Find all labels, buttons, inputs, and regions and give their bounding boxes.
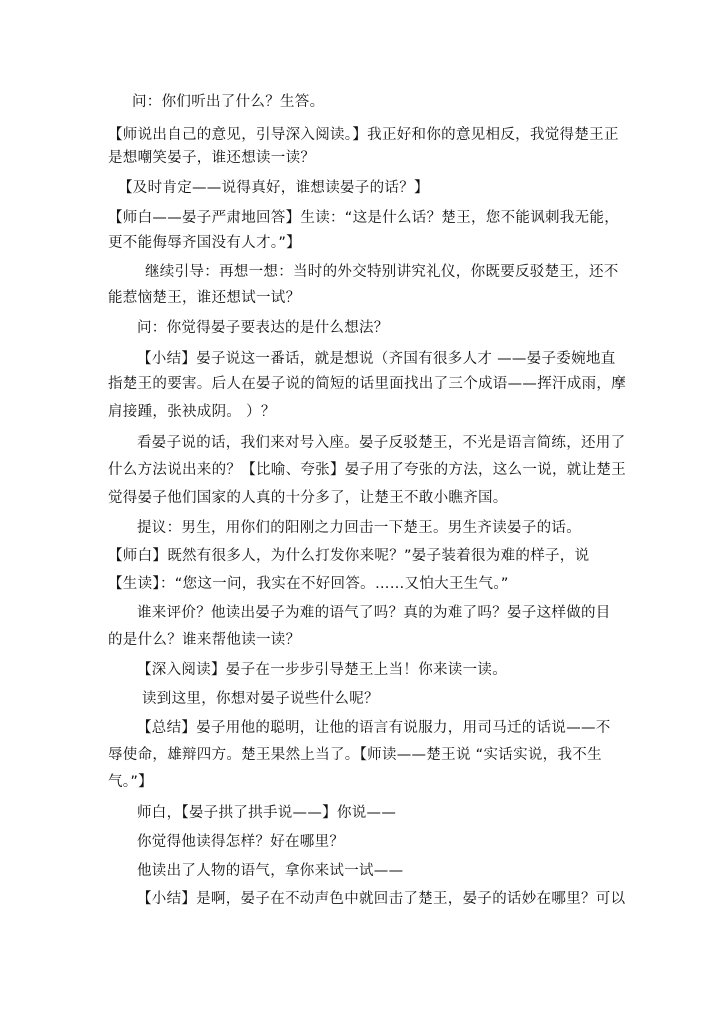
text-line: 问：你们听出了什么？生答。: [132, 94, 325, 110]
text-line: 【总结】晏子用他的聪明，让他的语言有说服力，用司马迁的话说——不: [137, 720, 611, 736]
text-line: 看晏子说的话，我们来对号入座。晏子反驳楚王，不光是语言简练，还用了: [137, 435, 626, 451]
text-line: 指楚王的要害。后人在晏子说的简短的话里面找出了三个成语——挥汗成雨，摩: [108, 376, 626, 392]
text-line: 辱使命，雄辩四方。楚王果然上当了。【师读——楚王说 “实话实说，我不生: [108, 747, 602, 763]
text-line: 【师白——晏子严肃地回答】生读：“这是什么话？楚王，您不能讽刺我无能，: [108, 210, 620, 226]
text-line: 是想嘲笑晏子，谁还想读一读？: [108, 150, 316, 166]
text-line: 更不能侮辱齐国没有人才。”】: [108, 235, 301, 251]
text-line: 【深入阅读】晏子在一步步引导楚王上当！你来读一读。: [137, 662, 507, 678]
text-line: 【师白】既然有很多人，为什么打发你来呢？”晏子装着很为难的样子，说: [108, 548, 590, 564]
text-line: 气。”】: [108, 774, 153, 790]
text-line: 问：你觉得晏子要表达的是什么想法？: [137, 320, 389, 336]
text-line: 肩接踵，张袂成阴。 ）？: [108, 404, 276, 420]
text-line: 师白，【晏子拱了拱手说——】你说——: [137, 805, 397, 821]
text-line: 【小结】晏子说这一番话，就是想说（齐国有很多人才 ——晏子委婉地直: [137, 351, 616, 367]
text-line: 的是什么？谁来帮他读一读？: [108, 632, 301, 648]
text-line: 觉得晏子他们国家的人真的十分多了，让楚王不敢小瞧齐国。: [108, 490, 508, 506]
text-line: 【及时肯定——说得真好，谁想读晏子的话？】: [118, 180, 429, 196]
text-line: 什么方法说出来的？【比喻、夸张】晏子用了夸张的方法，这么一说，就让楚王: [108, 462, 626, 478]
text-line: 继续引导：再想一想：当时的外交特别讲究礼仪，你既要反驳楚王，还不: [145, 264, 619, 280]
text-line: 提议：男生，用你们的阳刚之力回击一下楚王。男生齐读晏子的话。: [137, 520, 581, 536]
text-line: 能惹恼楚王，谁还想试一试？: [108, 290, 301, 306]
text-line: 【生读】：“您这一问，我实在不好回答。……又怕大王生气。”: [108, 576, 509, 592]
text-line: 你觉得他读得怎样？好在哪里？: [137, 834, 345, 850]
text-line: 他读出了人物的语气，拿你来试一试——: [137, 863, 404, 879]
text-line: 【师说出自己的意见，引导深入阅读。】我正好和你的意见相反，我觉得楚王正: [108, 127, 619, 143]
text-line: 谁来评价？他读出晏子为难的语气了吗？真的为难了吗？晏子这样做的目: [137, 605, 611, 621]
text-line: 读到这里，你想对晏子说些什么呢？: [142, 691, 379, 707]
text-line: 【小结】是啊，晏子在不动声色中就回击了楚王，晏子的话妙在哪里？可以: [137, 891, 626, 907]
